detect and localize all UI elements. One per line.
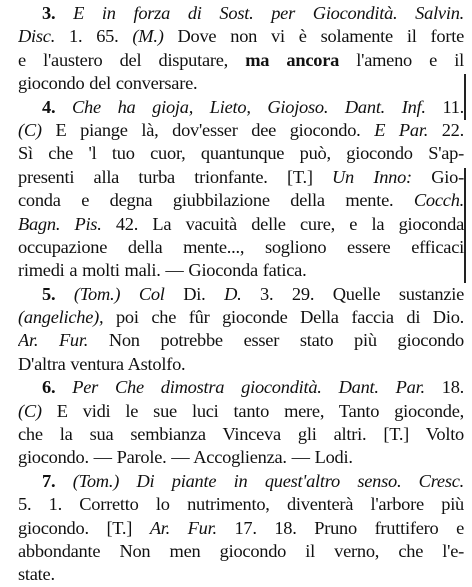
dictionary-entry xyxy=(18,283,464,377)
italic-text: (angeliche), xyxy=(18,307,104,328)
entry-line xyxy=(18,236,464,259)
italic-text: (Tom.) xyxy=(72,470,120,491)
entry-line xyxy=(18,423,464,446)
entry-line xyxy=(18,259,464,282)
text-run xyxy=(120,284,139,304)
text-run: E vidi le sue luci tanto mere, Tanto gioconde, xyxy=(41,400,464,421)
sense-number: 7. xyxy=(42,470,73,491)
text-run: 18. xyxy=(424,377,464,398)
italic-text: E in forza di Sost. per Giocondità. Salvin. xyxy=(73,3,464,23)
entry-line xyxy=(18,306,464,329)
entry-line xyxy=(18,353,464,376)
text-run: state. xyxy=(18,564,55,585)
text-run: 3. 29. Quelle sustanzie xyxy=(241,283,464,304)
italic-text: (C) xyxy=(18,119,42,140)
dictionary-entry xyxy=(18,2,464,96)
dictionary-entry xyxy=(18,96,464,283)
dictionary-text-column xyxy=(18,2,464,587)
sense-number: 6. xyxy=(42,377,73,398)
entry-line xyxy=(18,49,464,72)
entry-line xyxy=(18,213,464,236)
italic-text: (M.) xyxy=(132,26,164,47)
text-run: conda e degna giubbilazione della mente. xyxy=(18,190,414,211)
entry-line xyxy=(18,517,464,540)
italic-text: Ar. Fur. xyxy=(149,517,217,538)
entry-first-line xyxy=(18,470,464,493)
text-run: giocondo del conversare. xyxy=(18,73,198,94)
sense-number: 4. xyxy=(42,96,72,117)
entry-line xyxy=(18,25,464,48)
italic-text: Di piante in quest'altro senso. Cresc. xyxy=(136,470,464,491)
text-run: abbondante Non men giocondo il verno, che l'e- xyxy=(18,540,464,561)
italic-text: Disc. xyxy=(18,26,56,47)
entry-line xyxy=(18,493,464,516)
sense-number: 3. xyxy=(42,3,74,23)
text-run: Sì che 'l tuo cuor, quantunque può, giocondo S'ap- xyxy=(18,143,464,164)
text-run: che la sua sembianza Vinceva gli altri. [T.] Volto xyxy=(18,424,464,445)
text-run: 42. La vacuità delle cure, e la gioconda xyxy=(101,213,464,234)
entry-line xyxy=(18,166,464,189)
italic-text: Che ha gioja, Lieto, Giojoso. Dant. Inf. xyxy=(72,96,426,117)
entry-line xyxy=(18,329,464,352)
text-run: occupazione della mente..., sogliono essere efficaci xyxy=(18,236,464,257)
italic-text: (Tom.) xyxy=(73,283,121,304)
entry-line xyxy=(18,189,464,212)
dictionary-entry xyxy=(18,470,464,587)
text-run: Di. xyxy=(164,283,225,304)
dictionary-entry xyxy=(18,376,464,470)
text-run: giocondo. — Parole. — Accoglienza. — Lodi. xyxy=(18,447,353,468)
text-run: D'altra ventura Astolfo. xyxy=(18,353,186,374)
entry-line xyxy=(18,72,464,95)
text-run xyxy=(119,471,136,491)
entry-line xyxy=(18,563,464,586)
sense-number: 5. xyxy=(42,283,74,304)
text-run: giocondo. [T.] xyxy=(18,517,150,538)
text-run: Gio- xyxy=(411,166,464,187)
text-run: 1. 65. xyxy=(55,26,133,47)
italic-text: (C) xyxy=(18,400,42,421)
text-run: E piange là, dov'esser dee giocondo. xyxy=(41,119,375,140)
italic-text: Un Inno: xyxy=(332,166,412,187)
sense-number: ma ancora xyxy=(245,49,340,70)
text-run: poi che fûr gioconde Della faccia di Dio. xyxy=(103,307,464,328)
italic-text: Bagn. Pis. xyxy=(18,213,102,234)
entry-first-line xyxy=(18,283,464,306)
italic-text: D. xyxy=(224,283,242,304)
entry-first-line xyxy=(18,376,464,399)
text-run: 11. xyxy=(425,96,464,117)
italic-text: Per Che dimostra giocondità. Dant. Par. xyxy=(72,377,425,398)
entry-line xyxy=(18,142,464,165)
text-run: 17. 18. Pruno fruttifero e xyxy=(216,517,464,538)
text-run: Non potrebbe esser stato più giocondo xyxy=(88,330,464,351)
entry-line xyxy=(18,540,464,563)
text-run: rimedi a molti mali. — Gioconda fatica. xyxy=(18,260,307,281)
italic-text: Col xyxy=(138,283,165,304)
entry-line xyxy=(18,119,464,142)
text-run: l'ameno e il xyxy=(339,49,464,70)
text-run: e l'austero del disputare, xyxy=(18,49,246,70)
margin-rule xyxy=(464,74,466,120)
entry-line xyxy=(18,446,464,469)
entry-line xyxy=(18,400,464,423)
text-run: 22. xyxy=(428,119,464,140)
text-run: 5. 1. Corretto lo nutrimento, diventerà l'arbore più xyxy=(18,494,464,515)
margin-rule xyxy=(464,168,466,283)
text-run: presenti alla turba trionfante. [T.] xyxy=(18,166,333,187)
text-run: Dove non vi è solamente il forte xyxy=(163,26,464,47)
italic-text: Cocch. xyxy=(413,190,464,211)
entry-first-line xyxy=(18,2,464,25)
italic-text: Ar. Fur. xyxy=(18,330,89,351)
entry-first-line xyxy=(18,96,464,119)
italic-text: E Par. xyxy=(374,119,429,140)
